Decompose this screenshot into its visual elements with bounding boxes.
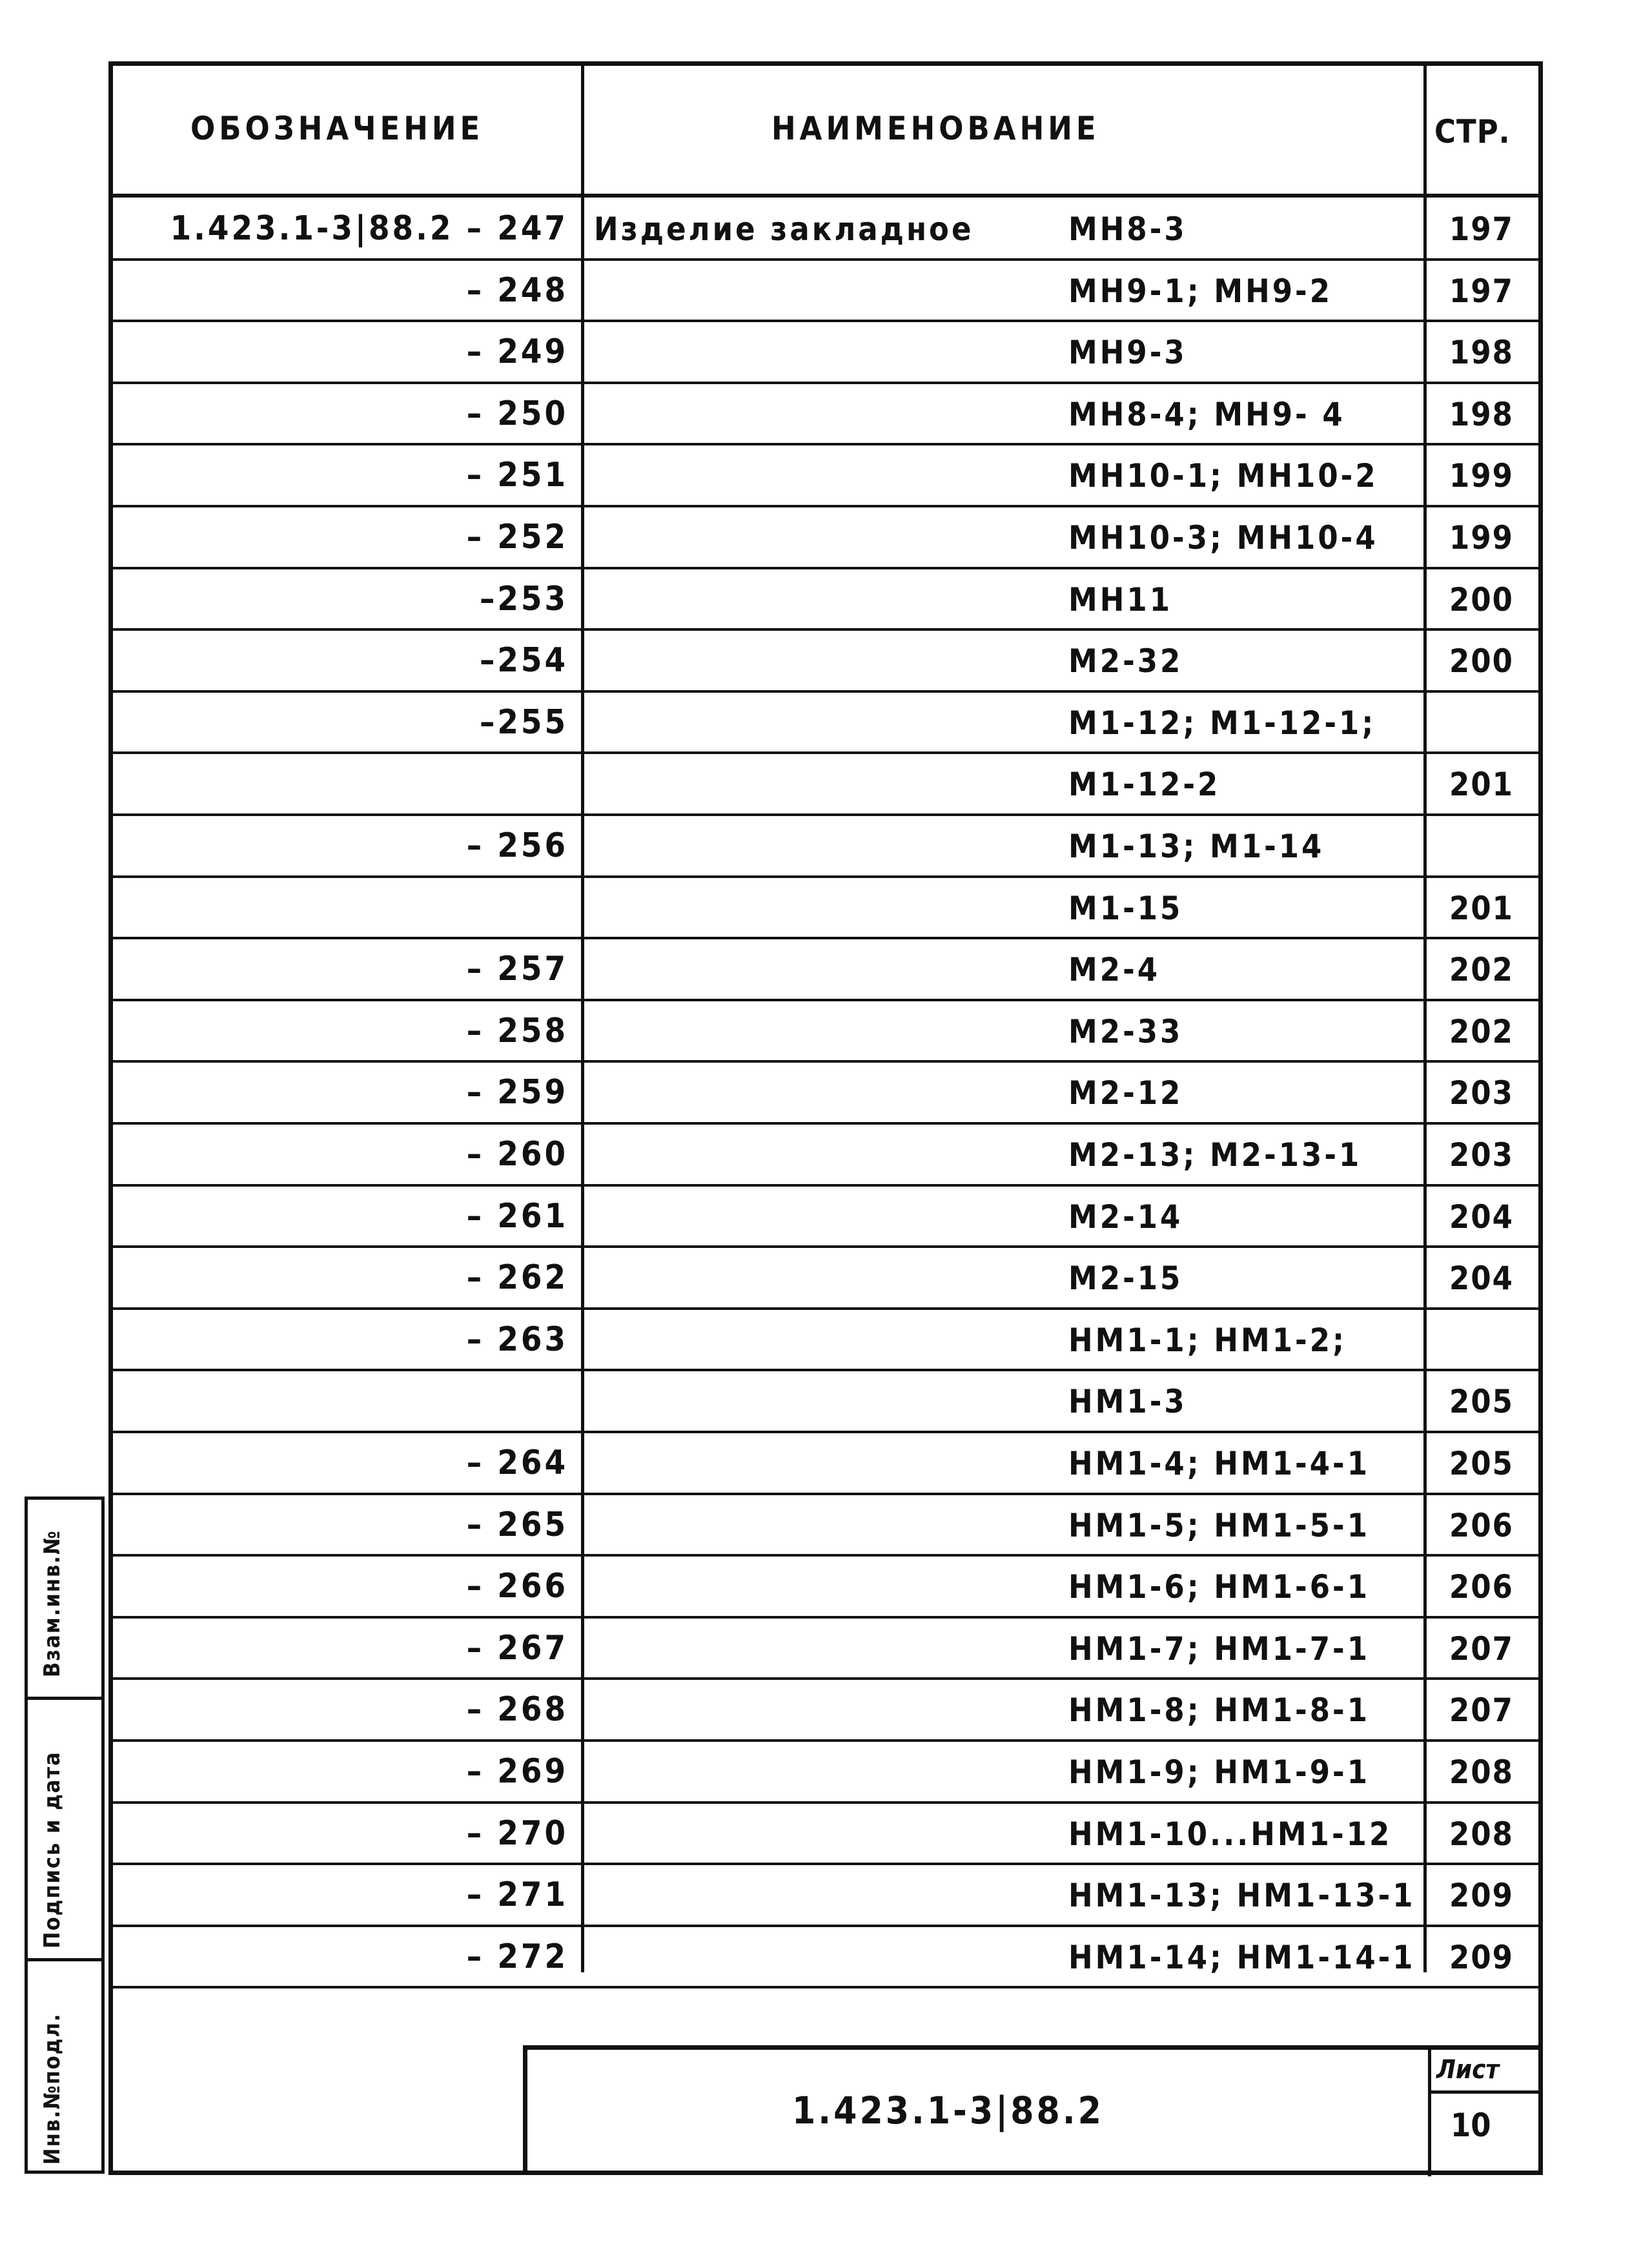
side-label-signature-date: Подпись и дата	[39, 1751, 65, 1948]
row-bottom-line	[108, 999, 1543, 1001]
row-bottom-line	[108, 1122, 1543, 1125]
row-marks: НМ1-9; НМ1-9-1	[1068, 1753, 1371, 1791]
side-label-inv-original: Инв.№подл.	[39, 2012, 65, 2165]
row-bottom-line	[108, 1184, 1543, 1187]
row-code: – 261	[466, 1196, 568, 1236]
row-bottom-line	[108, 1245, 1543, 1248]
row-marks: М2-32	[1068, 642, 1183, 680]
row-marks: НМ1-5; НМ1-5-1	[1068, 1506, 1371, 1544]
row-marks: НМ1-14; НМ1-14-1	[1068, 1938, 1416, 1976]
row-bottom-line	[108, 382, 1543, 384]
row-marks: НМ1-4; НМ1-4-1	[1068, 1445, 1371, 1482]
row-bottom-line	[108, 690, 1543, 693]
row-code: – 256	[466, 826, 568, 865]
row-marks: НМ1-6; НМ1-6-1	[1068, 1568, 1371, 1606]
row-code: – 265	[466, 1505, 568, 1544]
row-marks: М2-15	[1068, 1260, 1183, 1298]
row-bottom-line	[108, 443, 1543, 445]
side-stamp-inv-original	[25, 1958, 105, 2174]
row-bottom-line	[108, 875, 1543, 878]
row-page: 203	[1449, 1074, 1514, 1112]
sheet-cell	[1428, 2050, 1431, 2176]
row-page: 207	[1449, 1629, 1514, 1668]
row-code: – 271	[466, 1875, 568, 1915]
title-block	[523, 2045, 1540, 2172]
row-bottom-line	[108, 1739, 1543, 1742]
row-bottom-line	[108, 628, 1543, 631]
header-bottom-line	[108, 194, 1543, 198]
sheet-label: Лист	[1436, 2055, 1500, 2085]
row-code: – 252	[466, 518, 568, 557]
row-code: – 248	[466, 271, 568, 310]
row-marks: М1-12; М1-12-1;	[1068, 704, 1376, 742]
row-code: – 268	[466, 1690, 568, 1730]
row-marks: М1-12-2	[1068, 766, 1221, 804]
row-marks: НМ1-3	[1068, 1383, 1187, 1421]
row-code: – 259	[466, 1073, 568, 1112]
row-marks: М2-13; М2-13-1	[1068, 1136, 1362, 1174]
row-page: 197	[1449, 210, 1514, 248]
row-code: – 249	[466, 332, 568, 372]
row-page: 205	[1449, 1383, 1514, 1421]
row-page: 209	[1449, 1938, 1514, 1976]
row-page: 203	[1449, 1136, 1514, 1174]
row-marks: МН9-3	[1068, 334, 1187, 372]
row-page: 199	[1449, 457, 1514, 495]
row-marks: НМ1-8; НМ1-8-1	[1068, 1691, 1371, 1730]
document-code: 1.423.1-3|88.2	[792, 2089, 1104, 2132]
row-marks: МН10-3; МН10-4	[1068, 519, 1378, 557]
row-code: – 270	[466, 1813, 568, 1853]
row-marks: НМ1-1; НМ1-2;	[1068, 1321, 1347, 1359]
column-divider-2	[1423, 61, 1427, 1972]
row-code: – 263	[466, 1320, 568, 1359]
row-code: – 266	[466, 1567, 568, 1606]
row-code: – 267	[466, 1628, 568, 1668]
row-marks: М1-13; М1-14	[1068, 828, 1325, 865]
row-item-name: Изделие закладное	[594, 210, 974, 248]
row-bottom-line	[108, 567, 1543, 569]
row-marks: НМ1-13; НМ1-13-1	[1068, 1877, 1416, 1915]
row-page: 200	[1449, 580, 1514, 618]
row-bottom-line	[108, 1986, 1543, 1988]
row-page: 208	[1449, 1815, 1514, 1853]
row-code: – 262	[466, 1258, 568, 1298]
row-marks: МН10-1; МН10-2	[1068, 457, 1378, 495]
row-code: –254	[479, 641, 568, 680]
row-bottom-line	[108, 1493, 1543, 1495]
row-bottom-line	[108, 751, 1543, 754]
row-marks: М1-15	[1068, 889, 1183, 927]
row-bottom-line	[108, 1369, 1543, 1371]
row-page: 198	[1449, 334, 1514, 372]
sheet-divider	[1430, 2090, 1540, 2094]
row-marks: М2-12	[1068, 1074, 1183, 1112]
row-code: – 269	[466, 1752, 568, 1791]
sheet-frame	[108, 61, 1543, 2175]
row-page: 202	[1449, 1012, 1514, 1050]
row-bottom-line	[108, 1801, 1543, 1804]
row-page: 206	[1449, 1568, 1514, 1606]
row-page: 200	[1449, 642, 1514, 680]
row-marks: М2-33	[1068, 1012, 1183, 1050]
row-page: 199	[1449, 519, 1514, 557]
row-code: – 264	[466, 1444, 568, 1482]
side-label-inv-replacement: Взам.инв.№	[39, 1529, 65, 1677]
row-bottom-line	[108, 1925, 1543, 1927]
row-bottom-line	[108, 258, 1543, 261]
row-bottom-line	[108, 320, 1543, 322]
side-stamp-signature-date	[25, 1697, 105, 1961]
row-marks: МН9-1; МН9-2	[1068, 272, 1333, 310]
row-bottom-line	[108, 1431, 1543, 1433]
row-page: 209	[1449, 1877, 1514, 1915]
row-page: 202	[1449, 951, 1514, 989]
row-marks: М2-14	[1068, 1198, 1183, 1236]
row-page: 206	[1449, 1506, 1514, 1544]
row-page: 198	[1449, 395, 1514, 433]
header-designation: ОБОЗНАЧЕНИЕ	[190, 110, 484, 147]
sheet-number: 10	[1451, 2107, 1491, 2144]
row-page: 205	[1449, 1445, 1514, 1482]
row-marks: МН11	[1068, 580, 1173, 618]
column-divider-1	[581, 61, 584, 1972]
row-bottom-line	[108, 813, 1543, 816]
row-marks: МН8-3	[1068, 210, 1187, 248]
row-code: – 250	[466, 394, 568, 433]
row-code: – 257	[466, 950, 568, 989]
row-page: 204	[1449, 1260, 1514, 1298]
row-bottom-line	[108, 505, 1543, 507]
row-code: –255	[479, 702, 568, 742]
row-bottom-line	[108, 1677, 1543, 1680]
row-code: – 260	[466, 1135, 568, 1174]
row-bottom-line	[108, 1616, 1543, 1619]
row-page: 201	[1449, 889, 1514, 927]
row-bottom-line	[108, 937, 1543, 939]
row-page: 201	[1449, 766, 1514, 804]
row-page: 204	[1449, 1198, 1514, 1236]
row-marks: НМ1-10...НМ1-12	[1068, 1815, 1392, 1853]
row-code: – 258	[466, 1011, 568, 1050]
row-code: – 272	[466, 1937, 568, 1976]
header-page: СТР.	[1434, 113, 1511, 150]
row-bottom-line	[108, 1060, 1543, 1063]
side-stamp-inv-replacement	[25, 1497, 105, 1700]
row-marks: МН8-4; МН9- 4	[1068, 395, 1345, 433]
row-bottom-line	[108, 1554, 1543, 1557]
row-bottom-line	[108, 1863, 1543, 1865]
row-page: 208	[1449, 1753, 1514, 1791]
row-code: –253	[479, 579, 568, 618]
header-name: НАИМЕНОВАНИЕ	[771, 110, 1100, 147]
row-code: 1.423.1-3|88.2 – 247	[170, 209, 568, 248]
row-code: – 251	[466, 456, 568, 495]
row-page: 197	[1449, 272, 1514, 310]
row-marks: М2-4	[1068, 951, 1161, 989]
row-page: 207	[1449, 1691, 1514, 1730]
row-bottom-line	[108, 1307, 1543, 1310]
row-marks: НМ1-7; НМ1-7-1	[1068, 1629, 1371, 1668]
